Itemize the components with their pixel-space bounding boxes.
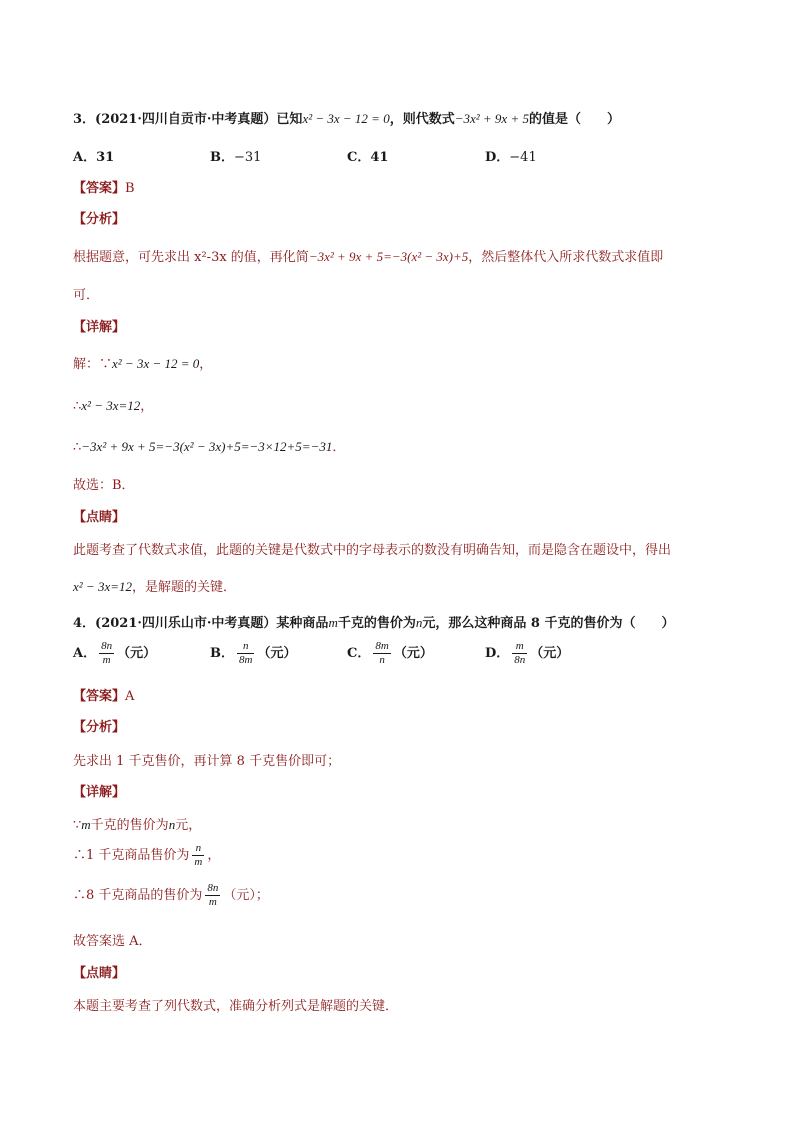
q3-option-c-label: C． <box>347 150 371 165</box>
q3-detail-3-prefix: ∴ <box>73 440 82 455</box>
q4-option-c <box>347 640 433 667</box>
q4-option-a <box>73 640 156 667</box>
q4-stem <box>73 612 674 631</box>
q3-detail-tag: 【详解】 <box>73 320 126 335</box>
q3-option-d-label: D． <box>485 150 510 165</box>
q3-detail-2-expr: x² − 3x=12 <box>81 398 141 413</box>
q3-detail-line-1 <box>73 353 212 372</box>
q3-option-a-label: A． <box>73 150 97 165</box>
q3-analysis-line-2: 可． <box>73 288 100 303</box>
q4-detail-2-denominator: m <box>194 856 203 868</box>
q3-detail-1-expr: x² − 3x − 12 = 0 <box>112 356 200 371</box>
q4-option-d-label: D． <box>485 646 510 661</box>
q3-analysis-text-2: ，然后整体代入所求代数式求值即 <box>468 250 664 265</box>
q4-option-b <box>210 640 296 667</box>
q3-option-a <box>73 146 114 165</box>
q3-detail-line-4: 故选：B． <box>73 478 135 493</box>
q3-option-b-label: B． <box>210 150 234 165</box>
q3-stem <box>73 108 620 127</box>
q4-detail-3-denominator: m <box>205 895 220 909</box>
q3-answer-tag: 【答案】 <box>73 181 126 196</box>
q4-option-b-unit: （元） <box>257 646 297 661</box>
q3-detail-1-prefix: 解：∵ <box>73 357 113 372</box>
q4-option-c-numerator: 8m <box>375 640 389 652</box>
q4-detail-2-numerator: n <box>195 842 202 854</box>
q3-detail-line-3 <box>73 436 345 455</box>
q4-detail-2-fraction <box>192 842 204 869</box>
q4-analysis-line-1: 先求出 1 千克售价，再计算 8 千克售价即可； <box>73 754 341 769</box>
q4-comment-tag: 【点睛】 <box>73 966 126 981</box>
q4-detail-tag: 【详解】 <box>73 785 126 800</box>
q4-option-c-denominator: n <box>373 653 390 667</box>
q4-detail-2-prefix: ∴1 千克商品售价为 <box>73 848 190 863</box>
q4-answer-tag: 【答案】 <box>73 689 126 704</box>
q3-detail-line-2 <box>73 395 153 414</box>
q4-detail-line-4: 故答案选 A． <box>73 934 152 949</box>
q4-answer <box>73 685 134 704</box>
q4-option-a-denominator: m <box>99 653 114 667</box>
q3-option-c-value: 41 <box>370 150 389 165</box>
q3-option-d <box>485 146 537 165</box>
q4-prefix: 4．(2021·四川乐山市·中考真题）某种商品 <box>73 616 329 631</box>
q3-suffix: 的值是（ ） <box>528 112 620 127</box>
q3-answer-value: B <box>125 181 135 196</box>
q3-option-b <box>210 146 261 165</box>
q4-option-c-unit: （元） <box>393 646 433 661</box>
q3-detail-1-suffix: ， <box>199 357 213 372</box>
q3-expression: −3x² + 9x + 5 <box>454 111 529 126</box>
q4-option-d <box>485 640 569 667</box>
q4-detail-1-suffix: 元， <box>175 818 202 833</box>
q4-option-a-fraction <box>99 640 114 667</box>
q4-detail-line-2 <box>73 842 220 869</box>
q4-detail-line-1 <box>73 814 201 833</box>
q4-detail-1-var: m <box>81 817 91 832</box>
q4-detail-1-var2: n <box>168 817 176 832</box>
q4-option-c-fraction <box>373 640 390 667</box>
q3-answer <box>73 177 135 196</box>
q4-option-d-unit: （元） <box>530 646 570 661</box>
q4-detail-3-numerator: 8n <box>207 882 219 894</box>
q3-comment-line-1: 此题考查了代数式求值，此题的关键是代数式中的字母表示的数没有明确告知，而是隐含在题设中，得出 <box>73 543 672 558</box>
q4-detail-3-prefix: ∴8 千克商品的售价为 <box>73 888 203 903</box>
q3-option-a-value: 31 <box>96 150 115 165</box>
q4-option-d-numerator: m <box>515 640 524 652</box>
q4-var-n: n <box>415 615 423 630</box>
q4-option-b-fraction <box>237 640 254 667</box>
q3-analysis-line-1 <box>73 246 663 265</box>
q3-comment-line-2 <box>73 576 236 595</box>
q3-comment-expr: x² − 3x=12 <box>73 579 132 594</box>
q4-option-b-denominator: 8m <box>239 654 253 666</box>
q3-analysis-tag: 【分析】 <box>73 212 126 227</box>
q3-prefix: 3．(2021·四川自贡市·中考真题）已知 <box>73 112 303 127</box>
q4-option-b-numerator: n <box>242 640 249 652</box>
q3-detail-2-prefix: ∴ <box>73 399 82 414</box>
q3-mid: ，则代数式 <box>389 112 455 127</box>
q4-answer-value: A <box>125 689 135 704</box>
q4-option-a-unit: （元） <box>117 646 157 661</box>
q4-detail-1-mid: 千克的售价为 <box>90 818 169 833</box>
q3-analysis-expr: −3x² + 9x + 5=−3(x² − 3x)+5 <box>308 249 469 264</box>
q4-option-b-label: B． <box>210 646 234 661</box>
q4-mid-1: 千克的售价为 <box>337 616 416 631</box>
q4-detail-line-3 <box>73 882 269 909</box>
q4-option-a-numerator: 8n <box>101 640 113 652</box>
q3-detail-3-expr: −3x² + 9x + 5=−3(x² − 3x)+5=−3×12+5=−31 <box>81 439 333 454</box>
q4-analysis-tag: 【分析】 <box>73 720 126 735</box>
q3-equation: x² − 3x − 12 = 0 <box>302 111 390 126</box>
q4-option-a-label: A． <box>73 646 97 661</box>
q3-detail-2-suffix: ， <box>140 399 154 414</box>
q4-option-d-fraction <box>512 640 527 667</box>
q3-analysis-text: 根据题意，可先求出 x²-3x 的值，再化简 <box>73 250 309 265</box>
q3-comment-suffix: ，是解题的关键． <box>131 580 236 595</box>
q4-detail-2-suffix: ， <box>207 848 221 863</box>
q4-option-d-denominator: 8n <box>514 654 526 666</box>
q4-var-m: m <box>328 615 338 630</box>
q3-detail-3-suffix: ． <box>332 440 346 455</box>
q4-mid-2: 元，那么这种商品 8 千克的售价为（ ） <box>422 616 675 631</box>
q4-detail-1-prefix: ∵ <box>73 818 82 833</box>
q3-option-c <box>347 146 388 165</box>
q4-detail-3-fraction <box>205 882 220 909</box>
q4-detail-3-suffix: （元）； <box>223 888 269 903</box>
q3-option-d-value: −41 <box>509 150 537 165</box>
q3-option-b-value: −31 <box>234 150 262 165</box>
q4-option-c-label: C． <box>347 646 371 661</box>
q3-comment-tag: 【点睛】 <box>73 510 126 525</box>
q4-comment-line-1: 本题主要考查了列代数式，准确分析列式是解题的关键． <box>73 999 399 1014</box>
